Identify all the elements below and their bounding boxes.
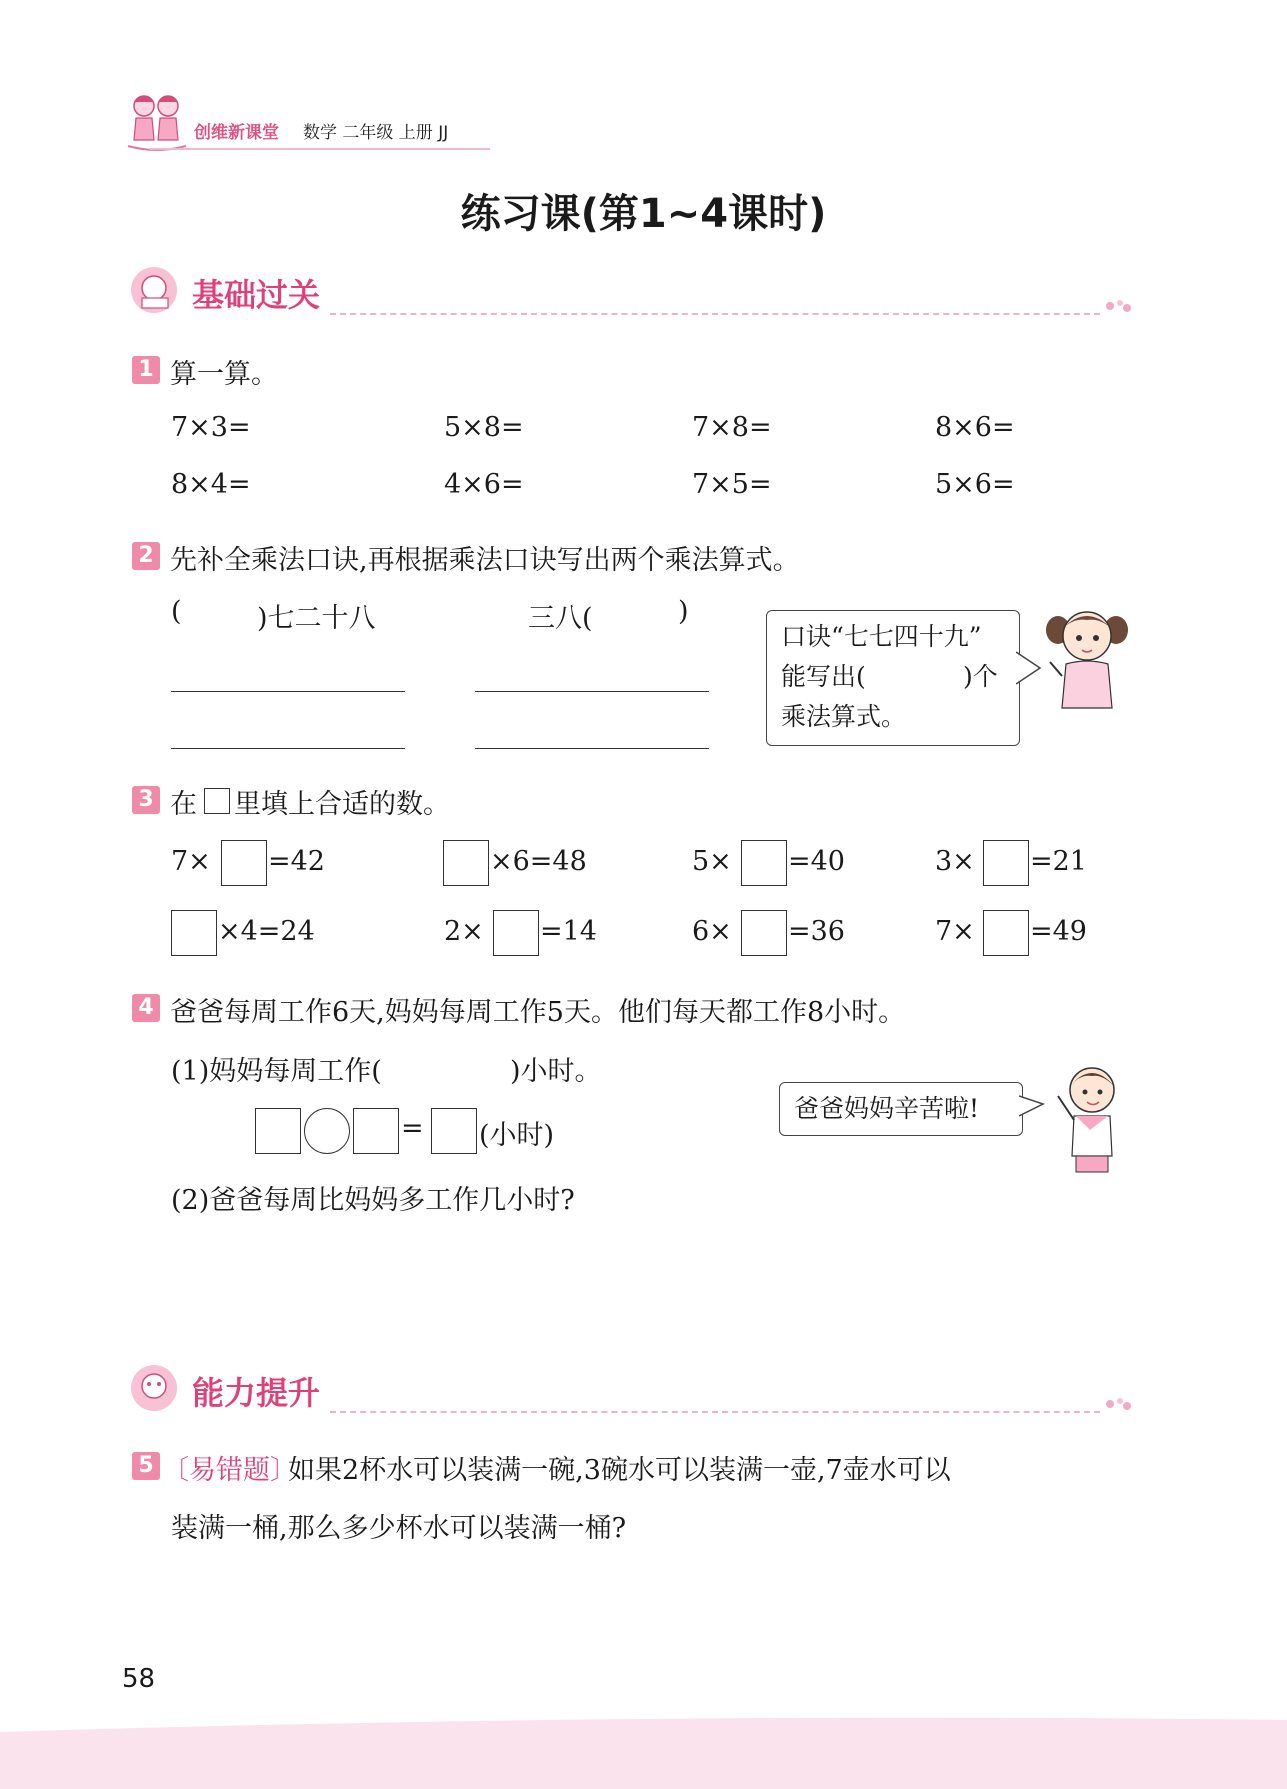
section-mascot-icon [128,264,186,314]
question-number: 2 [132,542,160,570]
sub-question: (2)爸爸每周比妈妈多工作几小时? [171,1185,575,1216]
math-expression: 8×4= [171,469,251,500]
expr-post: ×4=24 [218,916,315,947]
expr-pre: 2× [444,916,484,947]
equals-sign: = [401,1113,424,1144]
sub-question: )小时。 [510,1056,602,1087]
expr-pre: 5× [692,846,732,877]
question-number: 4 [132,994,160,1022]
decor-dots-icon [1104,298,1134,314]
speech-bubble [779,1082,1023,1136]
answer-box[interactable] [741,840,787,886]
math-expression: 4×6= [444,469,524,500]
expr-post: =21 [1030,846,1087,877]
expr-post: =49 [1030,916,1087,947]
expr-post: =14 [540,916,597,947]
paren-open: ( [171,596,182,627]
section-title-advanced: 能力提升 [192,1374,321,1412]
expr-post: ×6=48 [490,846,587,877]
bubble-text: )个 [963,662,998,691]
question-number: 1 [132,356,160,384]
bubble-text: 爸爸妈妈辛苦啦! [794,1094,980,1123]
answer-box[interactable] [171,910,217,956]
expr-post: =42 [268,846,325,877]
footer-band [0,1712,1287,1789]
answer-box[interactable] [221,840,267,886]
mult-rhyme-right: 三八( [528,603,593,634]
question-text: 里填上合适的数。 [234,789,450,820]
error-prone-tag: 〔易错题〕 [162,1455,297,1486]
expr-post: =36 [788,916,845,947]
bubble-text: 能写出( [781,662,866,691]
math-expression: 7×3= [171,412,251,443]
kids-logo-icon [124,88,190,154]
answer-box[interactable] [431,1108,477,1154]
section-divider [330,1411,1100,1413]
question-number: 5 [132,1452,160,1480]
boy-illustration-icon [1050,1060,1130,1188]
question-number: 3 [132,786,160,814]
decor-dots-icon [1104,1396,1134,1412]
answer-box[interactable] [983,910,1029,956]
answer-line[interactable] [171,748,405,749]
bubble-pointer-icon [1019,1092,1045,1122]
bubble-text: 乘法算式。 [781,702,907,731]
answer-box[interactable] [493,910,539,956]
question-text: 装满一桶,那么多少杯水可以装满一桶? [171,1513,627,1544]
math-expression: 8×6= [935,412,1015,443]
math-expression: 7×5= [692,469,772,500]
answer-box[interactable] [353,1108,399,1154]
paren-close: ) [678,596,689,627]
unit-label: (小时) [479,1120,555,1151]
expr-pre: 3× [935,846,975,877]
expr-pre: 6× [692,916,732,947]
page-title: 练习课(第1~4课时) [460,191,827,237]
bubble-text: 口诀“七七四十九” [781,622,982,651]
question-text: 先补全乘法口诀,再根据乘法口诀写出两个乘法算式。 [170,545,800,576]
mult-rhyme-left: )七二十八 [257,603,376,634]
math-expression: 5×6= [935,469,1015,500]
section-mascot-icon [128,1362,186,1412]
bubble-pointer-icon [1016,648,1042,688]
answer-line[interactable] [475,691,709,692]
question-text: 算一算。 [170,359,278,390]
page-number: 58 [122,1664,156,1694]
girl-illustration-icon [1044,598,1130,710]
answer-box[interactable] [255,1108,301,1154]
subject-info: 数学 二年级 上册 JJ [303,123,449,143]
section-divider [330,313,1100,315]
section-title-basic: 基础过关 [192,276,321,314]
answer-box[interactable] [741,910,787,956]
expr-pre: 7× [171,846,211,877]
answer-box[interactable] [983,840,1029,886]
math-expression: 7×8= [692,412,772,443]
answer-line[interactable] [475,748,709,749]
answer-box[interactable] [443,840,489,886]
question-text: 在 [170,789,197,820]
math-expression: 5×8= [444,412,524,443]
question-text: 爸爸每周工作6天,妈妈每周工作5天。他们每天都工作8小时。 [170,997,906,1028]
brand-name: 创维新课堂 [194,123,279,143]
expr-pre: 7× [935,916,975,947]
sub-question: (1)妈妈每周工作( [171,1056,382,1087]
question-text: 如果2杯水可以装满一碗,3碗水可以装满一壶,7壶水可以 [288,1455,951,1486]
answer-line[interactable] [171,691,405,692]
header-divider [150,148,490,150]
operator-circle[interactable] [304,1108,350,1154]
square-symbol [204,788,230,814]
speech-bubble [766,610,1020,746]
expr-post: =40 [788,846,845,877]
